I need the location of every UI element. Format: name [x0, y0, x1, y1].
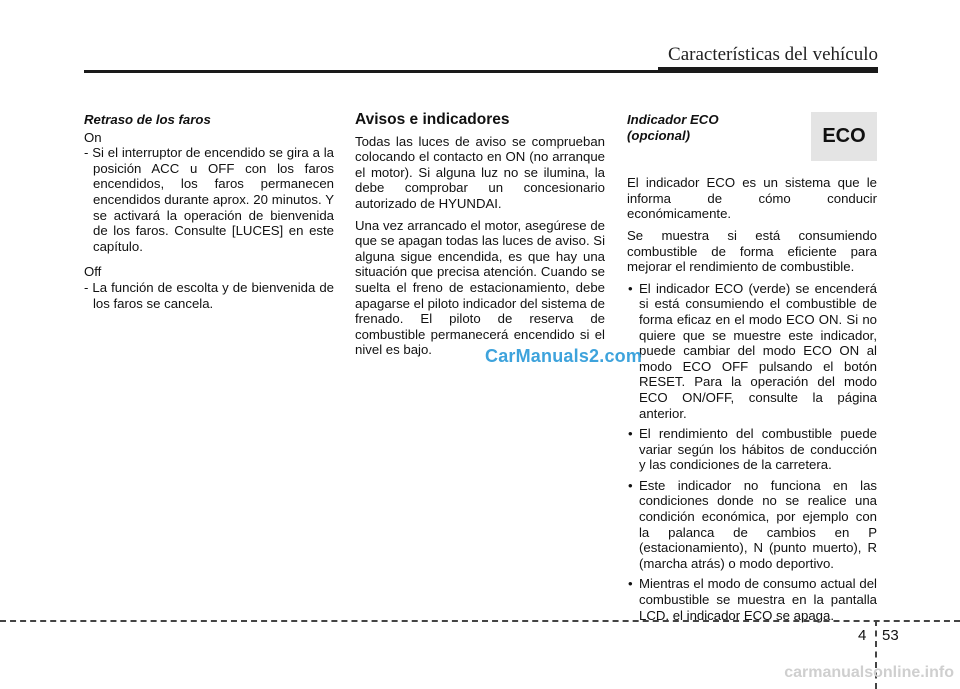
eco-bullet [627, 426, 877, 473]
on-label: On [84, 129, 102, 145]
column-headlight-delay [84, 112, 334, 321]
bullet-icon: • [628, 576, 633, 592]
eco-paragraph-1: El indicador ECO es un sistema que le informa de cómo conducir económicamente. [627, 175, 877, 222]
eco-bullet-text: Este indicador no funciona en las condiciones donde no se realice una condición económica, por ejemplo con la palanca de cambios en P (estacionamiento), N (punto muerto), R (marcha atrás) o modo deportivo. [639, 477, 877, 571]
eco-bullet [627, 281, 877, 421]
eco-bullet-text: El rendimiento del combustible puede variar según los hábitos de conducción y las condiciones de la carretera. [639, 426, 877, 473]
subtitle-eco-line2: (opcional) [627, 127, 691, 143]
page-number: 53 [882, 627, 899, 644]
column-eco-indicator [627, 112, 877, 628]
chapter-number: 4 [858, 627, 867, 644]
header-rule-accent [658, 67, 878, 72]
eco-bullet [627, 576, 877, 623]
eco-bullet [627, 478, 877, 572]
off-label: Off [84, 264, 102, 280]
bullet-icon: • [628, 426, 633, 442]
footer-watermark: carmanualsonline.info [784, 664, 954, 681]
warnings-paragraph-1: Todas las luces de aviso se comprueban colocando el contacto en ON (no arranque el motor). Si alguna luz no se ilumina, la debe comprobar un concesionario autorizado de HYUNDAI. [355, 133, 605, 211]
subtitle-headlight-delay: Retraso de los faros [84, 112, 211, 127]
watermark-link[interactable]: CarManuals2.com [485, 346, 643, 366]
section-title: Características del vehículo [668, 44, 878, 65]
subtitle-eco-line1: Indicador ECO [627, 112, 719, 127]
bullet-icon: • [628, 280, 633, 296]
warnings-paragraph-2: Una vez arrancado el motor, asegúrese de que se apagan todas las luces de aviso. Si alguna sigue encendida, es que hay una situación que precisa atención. Cuando se suelta el freno de estacionamiento, debe apagarse el piloto indicador del sistema de frenado. El piloto de reserva de combustible permanecerá encendido si el nivel es bajo. [355, 217, 605, 358]
eco-paragraph-2: Se muestra si está consumiendo combustible de forma eficiente para mejorar el rendimiento de combustible. [627, 227, 877, 275]
column-warnings [355, 112, 605, 364]
bullet-icon: • [628, 477, 633, 493]
on-description: - Si el interruptor de encendido se gira a la posición ACC u OFF con los faros encendidos, los faros permanecen encendidos durante aprox. 20 minutos. Y se activará la operación de bienvenida de los faros. Consulte [LUCES] en este capítulo. [84, 145, 334, 254]
footer-divider [0, 620, 960, 622]
eco-bullet-text: El indicador ECO (verde) se encenderá si está consumiendo el combustible de forma eficaz en el modo ECO ON. Si no quiere que se muestre este indicador, puede cambiar del modo ECO ON al modo ECO OFF pulsando el botón RESET. Para la operación del modo ECO ON/OFF, consulte la página anterior. [639, 280, 877, 421]
off-description: - La función de escolta y de bienvenida de los faros se cancela. [84, 279, 334, 311]
heading-warnings-indicators: Avisos e indicadores [355, 111, 510, 128]
eco-bullet-text: Mientras el modo de consumo actual del combustible se muestra en la pantalla LCD, el indicador ECO se apaga. [639, 576, 877, 623]
eco-indicator-icon: ECO [811, 112, 877, 161]
